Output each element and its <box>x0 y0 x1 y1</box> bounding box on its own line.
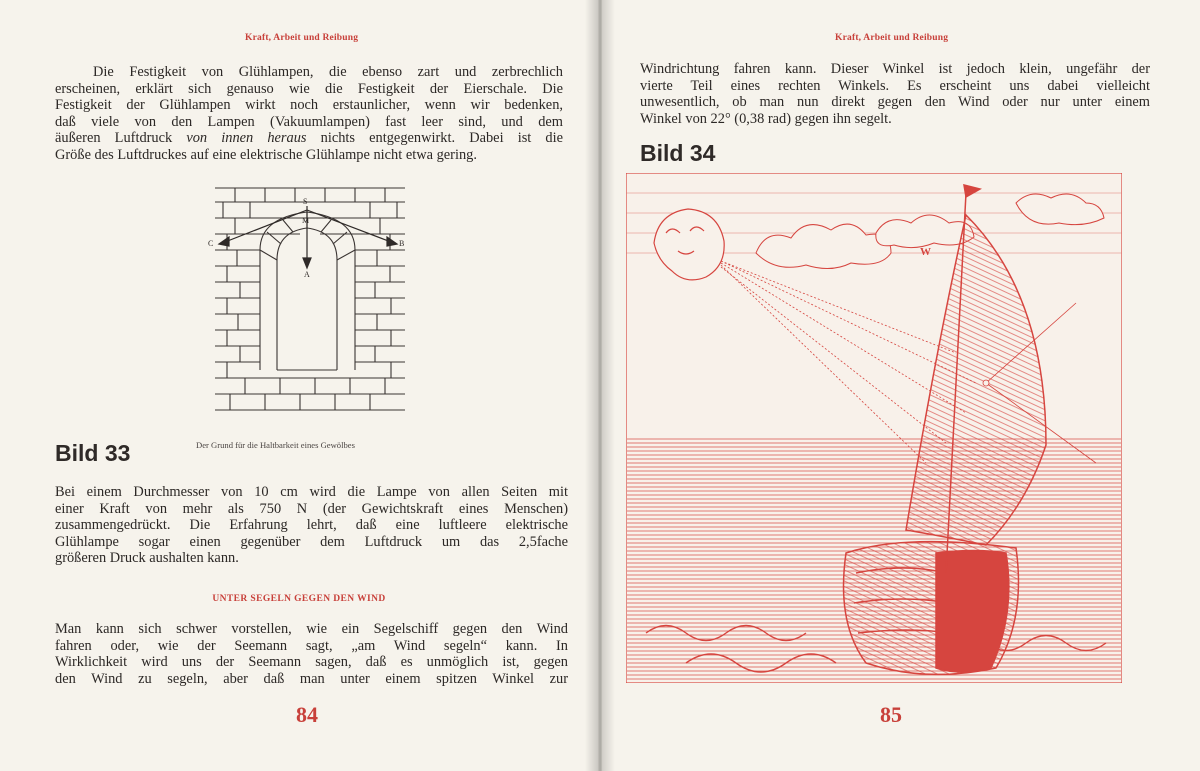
sailboat-illustration <box>626 173 1122 683</box>
running-head-left: Kraft, Arbeit und Reibung <box>245 33 359 43</box>
label-c: C <box>208 239 214 248</box>
figure-label-34: Bild 34 <box>640 140 716 166</box>
figure-caption-33: Der Grund für die Haltbarkeit eines Gewölbes <box>196 440 355 450</box>
text-segment: nichts entgegenwirkt. Dabei ist die <box>306 130 563 147</box>
boat-hull <box>844 542 1019 675</box>
label-b: B <box>399 239 405 248</box>
text-line: zusammengedrückt. Die Erfahrung lehrt, daß eine luftleere elektrische <box>55 517 568 534</box>
paragraph-wind-angle <box>640 61 1150 127</box>
text-line: Die Festigkeit von Glühlampen, die ebenso zart und zerbrechlich <box>93 64 563 80</box>
text-line: den Wind zu segeln, aber daß man unter einem spitzen Winkel zur <box>55 670 568 687</box>
text-segment: äußeren Luftdruck <box>55 130 187 147</box>
paragraph-lamp-pressure <box>55 484 568 567</box>
text-line: erscheinen, erklärt sich genauso wie die Festigkeit der Eierschale. Die <box>55 80 563 97</box>
text-line: fahren oder, wie der Seemann sagt, „am Wind segeln“ kann. In <box>55 637 568 654</box>
text-line <box>55 130 563 147</box>
left-page <box>0 0 598 771</box>
text-line: Wirklichkeit wird uns der Seemann sagen, daß es unmöglich ist, gegen <box>55 654 568 671</box>
running-head-right: Kraft, Arbeit und Reibung <box>835 33 949 43</box>
label-s: S <box>303 197 308 206</box>
paragraph-sailing <box>55 621 568 687</box>
paragraph-glass-strength <box>55 64 563 164</box>
figure-label-33: Bild 33 <box>55 440 131 466</box>
page-number-right: 85 <box>880 702 902 727</box>
text-line: einer Kraft von mehr als 750 N (der Gewichtskraft eines Menschen) <box>55 500 568 517</box>
label-a: A <box>304 270 310 279</box>
page-number-left: 84 <box>296 702 318 727</box>
text-line: Winkel von 22° (0,38 rad) gegen ihn segelt. <box>640 110 892 127</box>
text-line: unwesentlich, ob man nun direkt gegen den Wind oder nur unter einem <box>640 94 1150 111</box>
label-m: M <box>302 216 310 225</box>
text-line: Festigkeit der Glühlampen wirkt noch erstaunlicher, wenn wir bedenken, <box>55 97 563 114</box>
text-line: Windrichtung fahren kann. Dieser Winkel ist jedoch klein, ungefähr der <box>640 61 1150 77</box>
label-w: W <box>920 246 931 258</box>
text-line: Glühlampe sogar einen gegenüber dem Luftdruck um das 2,5fache <box>55 533 568 550</box>
text-line: daß viele von den Lampen (Vakuumlampen) fast leer sind, und dem <box>55 113 563 130</box>
section-heading: UNTER SEGELN GEGEN DEN WIND <box>212 594 386 604</box>
italic-phrase: von innen heraus <box>186 130 307 147</box>
text-line: Größe des Luftdruckes auf eine elektrische Glühlampe nicht etwa gering. <box>55 146 477 163</box>
arch-diagram <box>205 180 415 420</box>
text-line: Man kann sich schwer vorstellen, wie ein Segelschiff gegen den Wind <box>55 621 568 637</box>
masonry-wall <box>215 188 405 410</box>
text-line: Bei einem Durchmesser von 10 cm wird die Lampe von allen Seiten mit <box>55 484 568 500</box>
right-page <box>602 0 1200 771</box>
text-line: vierte Teil eines rechten Winkels. Es erscheint uns dabei vielleicht <box>640 77 1150 94</box>
text-line: größeren Druck aushalten kann. <box>55 550 239 567</box>
